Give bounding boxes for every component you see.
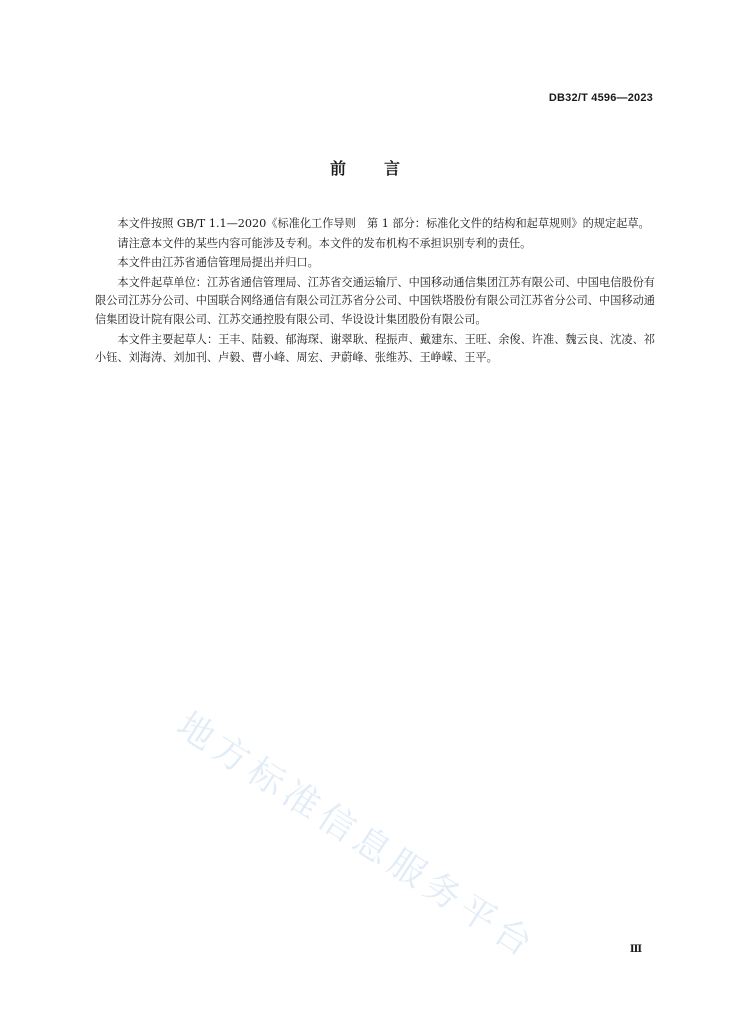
paragraph-drafters: 本文件主要起草人：王丰、陆毅、郁海琛、谢翠耿、程振声、戴建东、王旺、余俊、许准、魏云良、沈凌、祁小钰、刘海涛、刘加刊、卢毅、曹小峰、周宏、尹蔚峰、张维苏、王峥嵘、王平。 bbox=[95, 332, 655, 365]
watermark: 地方标准信息服务平台 bbox=[169, 704, 544, 968]
paragraph-drafting-rules: 本文件按照 GB/T 1.1—2020《标准化工作导则 第 1 部分：标准化文件的结构和起草规则》的规定起草。 bbox=[117, 217, 650, 230]
paragraph-proposer: 本文件由江苏省通信管理局提出并归口。 bbox=[117, 256, 319, 270]
page-number: Ⅲ bbox=[629, 944, 642, 955]
paragraph-patent-notice: 请注意本文件的某些内容可能涉及专利。本文件的发布机构不承担识别专利的责任。 bbox=[117, 236, 532, 250]
paragraph-drafting-units: 本文件起草单位：江苏省通信管理局、江苏省交通运输厅、中国移动通信集团江苏有限公司、中国电信股份有限公司江苏分公司、中国联合网络通信有限公司江苏省分公司、中国铁塔股份有限公司江苏省分公司、中国移动通信集团设计院有限公司、江苏交通控股有限公司、华设设计集团股份有限公司。 bbox=[95, 275, 655, 326]
page-title: 前言 bbox=[329, 159, 438, 178]
document-body bbox=[95, 215, 655, 369]
document-code: DB32/T 4596—2023 bbox=[548, 92, 653, 104]
